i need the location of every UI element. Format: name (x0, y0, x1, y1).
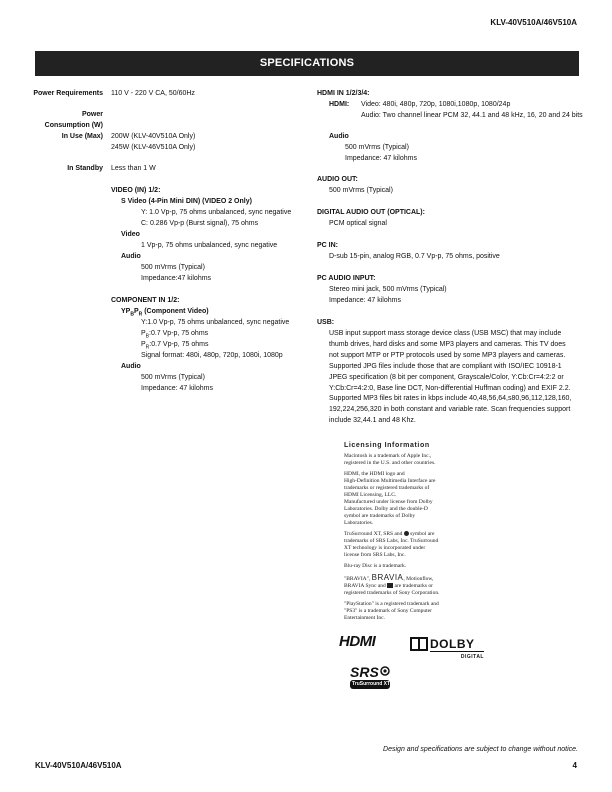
power-requirements-value: 110 V - 220 V CA, 50/60Hz (111, 90, 195, 97)
hdmi-audio-value-2: Impedance: 47 kilohms (345, 155, 417, 162)
usb-line: thumb drives, hard disks and some MP3 players and cameras. This TV does (329, 340, 566, 348)
usb-line: Supported MP3 files bit rates in kbps include 40,48,56,64,s80,96,112,128,160, (329, 395, 572, 403)
licensing-playstation: "PlayStation" is a registered trademark and "PS3" is a trademark of Sony Computer Entertainment Inc. (344, 601, 439, 621)
licensing-info (344, 442, 504, 626)
video-title: Video (121, 231, 140, 238)
hdmi-audio-value-1: 500 mVrms (Typical) (345, 144, 409, 151)
usb-line: JPEG specification (8 bit per component, Grayscale/Color, Y:Cb:Cr=4:2:2 or (329, 373, 564, 381)
component-audio-1: 500 mVrms (Typical) (141, 374, 205, 381)
power-consumption-value-2: 245W (KLV-46V510A Only) (111, 144, 196, 151)
hdmi-video: Video: 480i, 480p, 720p, 1080i,1080p, 1080/24p (361, 101, 511, 108)
component-audio-title: Audio (121, 363, 141, 370)
pc-audio-value-2: Impedance: 47 kilohms (329, 297, 401, 304)
hdmi-logo: HDMI (339, 633, 376, 650)
ypbpr-title: $YP_BP_R$ (Component Video) (121, 308, 209, 318)
usb-title: USB: (317, 319, 335, 326)
pc-audio-title: PC AUDIO INPUT: (317, 275, 376, 282)
digital-out-value: PCM optical signal (329, 220, 387, 227)
component-pb: $P_B:0.7$ Vp-p, 75 ohms (141, 330, 209, 340)
svideo-title: S Video (4-Pin Mini DIN) (VIDEO 2 Only) (121, 198, 252, 205)
audio-value-1: 500 mVrms (Typical) (141, 264, 205, 271)
pc-audio-value-1: Stereo mini jack, 500 mVrms (Typical) (329, 286, 447, 293)
audio-title: Audio (121, 253, 141, 260)
hdmi-audio: Audio: Two channel linear PCM 32, 44.1 and 48 kHz, 16, 20 and 24 bits (361, 112, 583, 119)
usb-line: Y:Cb:Cr=4:2:0, Base line DCT, Non-differential Huffman coding) and EXIF 2.2. (329, 384, 571, 392)
dolby-digital-logo: DOLBY DIGITAL (410, 637, 484, 662)
usb-description (329, 329, 584, 427)
footer-note: Design and specifications are subject to change without notice. (383, 746, 578, 753)
usb-line: USB input support mass storage device class (USB MSC) that may include (329, 330, 562, 337)
bravia-logo: BRAVIA (371, 573, 404, 582)
usb-line: Supported JPG files include those that are compliant with ISO/IEC 10918-1 (329, 362, 562, 370)
component-pr: $P_R:0.7$ Vp-p, 75 ohms (141, 341, 209, 351)
power-consumption-label-1: Power (81, 111, 103, 118)
licensing-hdmi-dolby: HDMI, the HDMI logo and High-Definition Multimedia Interface are trademarks or registered trademarks of HDMI Licensing, LLC. Manufactured under license from Dolby Laboratories. Dolby and the double-D symbol are trademarks of Dolby Laboratories. (344, 471, 436, 526)
svg-text:SRS: SRS (350, 664, 379, 680)
licensing-sony: "BRAVIA", BRAVIA, Motionflow, BRAVIA Sync and are trademarks or registered trademarks of Sony Corporation. (344, 573, 440, 596)
usb-line: not support MTP or PTP protocols used by some MP3 players and cameras. (329, 351, 566, 359)
dolby-double-d-icon (410, 637, 428, 651)
audio-value-2: Impedance:47 kilohms (141, 275, 212, 282)
header-model: KLV-40V510A/46V510A (490, 18, 577, 27)
power-requirements-label: Power Requirements (33, 90, 103, 97)
svideo-y: Y: 1.0 Vp-p, 75 ohms unbalanced, sync negative (141, 209, 292, 216)
hdmi-audio-title: Audio (329, 133, 349, 140)
licensing-bluray: Blu-ray Disc is a trademark. (344, 563, 407, 569)
usb-line: 192,224,256,320 in both constant and variable rate. Scan frequencies support (329, 406, 571, 414)
component-in-title: COMPONENT IN 1/2: (111, 297, 180, 304)
component-audio-2: Impedance: 47 kilohms (141, 385, 213, 392)
licensing-srs: TruSurround XT, SRS and symbol are trademarks of SRS Labs, Inc. TruSurround XT technology is incorporated under license from SRS Labs, Inc. (344, 531, 439, 558)
pc-in-value: D-sub 15-pin, analog RGB, 0.7 Vp-p, 75 ohms, positive (329, 253, 500, 260)
licensing-mac: Macintosh is a trademark of Apple Inc., registered in the U.S. and other countries. (344, 453, 436, 466)
digital-out-title: DIGITAL AUDIO OUT (OPTICAL): (317, 209, 425, 216)
hdmi-in-title: HDMI IN 1/2/3/4: (317, 90, 370, 97)
licensing-title: Licensing Information (344, 442, 430, 449)
page-title: SPECIFICATIONS (35, 51, 579, 76)
pc-in-title: PC IN: (317, 242, 338, 249)
standby-value: Less than 1 W (111, 165, 156, 172)
component-y: Y:1.0 Vp-p, 75 ohms unbalanced, sync negative (141, 319, 290, 326)
hdmi-label: HDMI: (329, 101, 350, 108)
audio-out-title: AUDIO OUT: (317, 176, 358, 183)
bravia-sync-icon (387, 583, 393, 588)
standby-label: In Standby (67, 165, 103, 172)
power-consumption-label-2: Consumption (W) (44, 122, 103, 129)
svideo-c: C: 0.286 Vp-p (Burst signal), 75 ohms (141, 220, 259, 227)
video-in-title: VIDEO (IN) 1/2: (111, 187, 161, 194)
power-consumption-label-3: In Use (Max) (61, 133, 103, 140)
page-number: 4 (572, 761, 577, 770)
component-signal: Signal format: 480i, 480p, 720p, 1080i, 1080p (141, 352, 283, 359)
usb-line: include 32,44.1 and 48 Khz. (329, 417, 416, 425)
video-value: 1 Vp-p, 75 ohms unbalanced, sync negative (141, 242, 278, 249)
srs-trusurround-logo: SRS TruSurround XT (349, 663, 409, 695)
srs-symbol-icon (404, 531, 409, 536)
audio-out-value: 500 mVrms (Typical) (329, 187, 393, 194)
power-consumption-value-1: 200W (KLV-40V510A Only) (111, 133, 196, 140)
footer-model: KLV-40V510A/46V510A (35, 761, 122, 770)
